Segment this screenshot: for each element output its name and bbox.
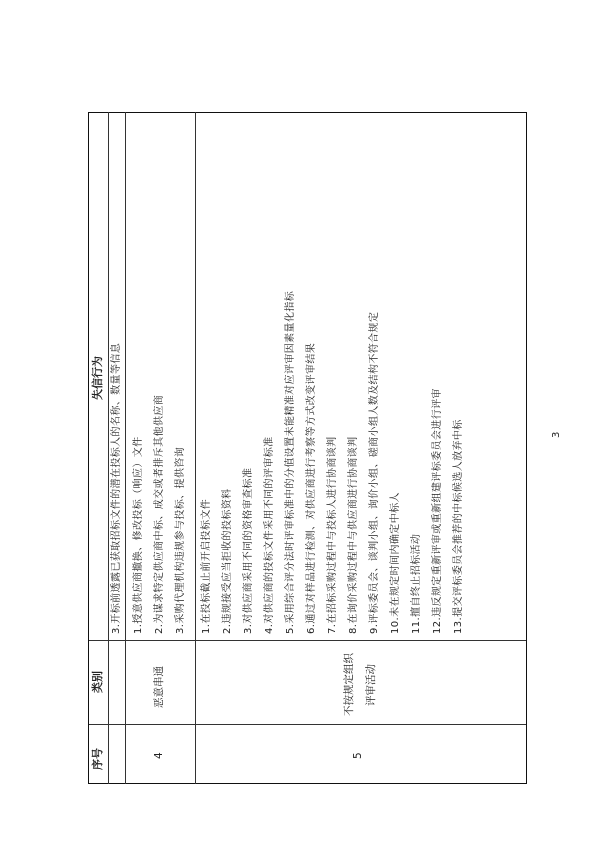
list-item: 3.开标前透露已获取招标文件的潜在投标人的名称、数量等信息 (111, 342, 122, 634)
list-item: 7.在招标采购过程中与投标人进行协商谈判 (327, 436, 338, 634)
table-border-bottom (88, 783, 526, 784)
row-divider-2 (195, 112, 196, 784)
list-item: 1.在投标截止前开启投标文件 (201, 498, 212, 634)
list-item: 10.未在规定时间内确定中标人 (390, 492, 401, 634)
list-item: 5.采用综合评分法时评审标准中的分值设置未能精准对应评审因素量化指标 (285, 290, 296, 634)
row-seq-4: 4 (153, 752, 165, 759)
row-category-collusion: 恶意串通 (153, 666, 165, 708)
header-seq: 序号 (91, 748, 104, 770)
list-item: 11.擅自终止招标活动 (411, 533, 422, 634)
table-border-left (88, 112, 89, 784)
list-item: 3.对供应商采用不同的资格审查标准 (243, 467, 254, 634)
list-item: 6.通过对样品进行检测、对供应商进行考察等方式改变评审结果 (306, 342, 317, 634)
list-item: 9.评标委员会、谈判小组、询价小组、磋商小组人数及结构不符合规定 (369, 311, 380, 634)
header-category: 类别 (91, 671, 104, 693)
list-item: 2.违规接受应当拒收的投标资料 (222, 488, 233, 634)
list-item: 1.授意供应商撤换、修改投标（响应）文件 (133, 436, 144, 634)
row-divider-header (108, 112, 109, 784)
row-category-line-2: 评审活动 (365, 664, 377, 706)
col-divider-category (88, 640, 526, 641)
list-item: 3.采购代理机构违规参与投标、提供咨询 (175, 446, 186, 634)
list-item: 12.违反规定重新评审或重新组建评标委员会进行评审 (432, 388, 443, 634)
list-item: 13.提交评标委员会推荐的中标候选人放弃中标 (453, 419, 464, 634)
table-border-right (526, 112, 527, 784)
list-item: 4.对供应商的投标文件采用不同的评审标准 (264, 436, 275, 634)
row-category-line-1: 不按规定组织 (343, 653, 355, 716)
col-divider-seq (88, 724, 526, 725)
page-number: 3 (551, 431, 562, 438)
row-divider-1 (125, 112, 126, 784)
list-item: 8.在询价采购过程中与供应商进行协商谈判 (348, 436, 359, 634)
header-behavior: 失信行为 (91, 356, 104, 400)
row-seq-5: 5 (352, 752, 364, 759)
list-item: 2.为谋求特定供应商中标、成交或者排斥其他供应商 (154, 394, 165, 634)
table-border-top (88, 112, 526, 113)
